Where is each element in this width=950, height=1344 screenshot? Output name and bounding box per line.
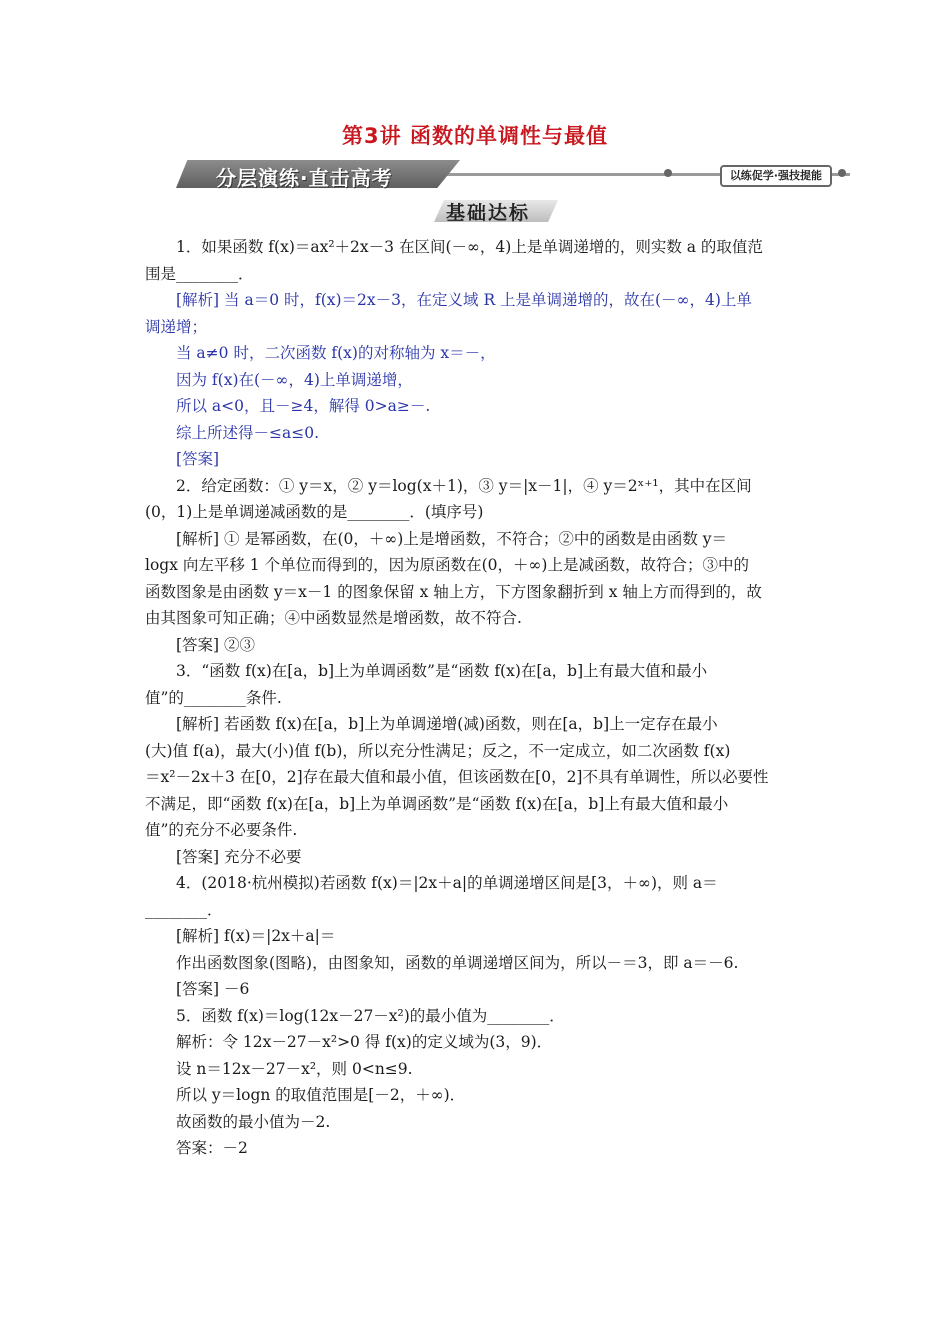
text-line: 综上所述得－≤a≤0. xyxy=(176,423,320,442)
text-line: 函数图象是由函数 y＝x－1 的图象保留 x 轴上方，下方图象翻折到 x 轴上方而得到的，故 xyxy=(145,582,762,601)
text-line: 所以 y＝logn 的取值范围是[－2，＋∞)． xyxy=(176,1086,466,1104)
text-line: [解析] f(x)＝|2x＋a|＝ xyxy=(176,927,336,945)
text-line: 作出函数图象(图略)，由图象知，函数的单调递增区间为，所以－＝3，即 a＝－6. xyxy=(176,953,739,972)
text-line: [解析] ① 是幂函数，在(0，＋∞)上是增函数，不符合；②中的函数是由函数 y＝ xyxy=(176,529,728,548)
text-line: (0，1)上是单调递减函数的是________．(填序号) xyxy=(145,503,484,521)
section-badge xyxy=(426,196,560,226)
banner-title: 分层演练·直击高考 xyxy=(216,166,393,190)
text-line: ＝x²－2x＋3 在[0，2]存在最大值和最小值，但该函数在[0，2]不具有单调性，所以必要性 xyxy=(145,768,769,786)
text-line: 由其图象可知正确；④中函数显然是增函数，故不符合. xyxy=(145,609,522,627)
text-line: (大)值 f(a)，最大(小)值 f(b)，所以充分性满足；反之，不一定成立，如二次函数 f(x) xyxy=(145,741,731,760)
text-line: 因为 f(x)在(－∞，4)上单调递增， xyxy=(176,370,413,389)
text-line: [答案] ②③ xyxy=(176,635,256,654)
text-line: 不满足，即“函数 f(x)在[a，b]上为单调函数”是“函数 f(x)在[a，b]上有最大值和最小 xyxy=(145,794,729,813)
text-line: logx 向左平移 1 个单位而得到的，因为原函数在(0，＋∞)上是减函数，故符合；③中的 xyxy=(145,556,749,574)
text-line: 设 n＝12x－27－x²，则 0<n≤9. xyxy=(176,1059,413,1078)
text-line: 故函数的最小值为－2. xyxy=(176,1112,331,1131)
text-line: 当 a≠0 时，二次函数 f(x)的对称轴为 x＝－， xyxy=(176,344,496,362)
section-banner xyxy=(176,160,850,190)
text-line: [答案] xyxy=(176,450,220,468)
text-line: 答案：－2 xyxy=(176,1139,248,1157)
text-line: 调递增； xyxy=(145,317,208,336)
banner-slogan: 以练促学·强技提能 xyxy=(720,165,832,187)
text-line: [解析] 若函数 f(x)在[a，b]上为单调递增(减)函数，则在[a，b]上一定存在最小 xyxy=(176,715,718,733)
text-line: 4．(2018·杭州模拟)若函数 f(x)＝|2x＋a|的单调递增区间是[3，＋∞)，则 a＝ xyxy=(176,874,718,892)
text-line: [答案] －6 xyxy=(176,980,250,998)
text-line: [答案] 充分不必要 xyxy=(176,847,302,866)
document-body xyxy=(145,234,807,1162)
text-line: 值”的________条件. xyxy=(145,688,282,707)
text-line: 解析：令 12x－27－x²>0 得 f(x)的定义域为(3，9)． xyxy=(176,1033,553,1051)
text-line: ________． xyxy=(145,900,223,919)
text-line: [解析] 当 a＝0 时，f(x)＝2x－3，在定义域 R 上是单调递增的，故在(－∞，4)上单 xyxy=(176,291,752,309)
text-line: 5．函数 f(x)＝log(12x－27－x²)的最小值为________． xyxy=(176,1006,565,1025)
page-title: 第3讲 函数的单调性与最值 xyxy=(342,124,608,148)
text-line: 2．给定函数：① y＝x，② y＝log(x＋1)，③ y＝|x－1|，④ y＝2ˣ⁺¹，其中在区间 xyxy=(176,476,752,495)
text-line: 围是________． xyxy=(145,264,254,283)
text-line: 1．如果函数 f(x)＝ax²＋2x－3 在区间(－∞，4)上是单调递增的，则实数 a 的取值范 xyxy=(176,238,763,256)
banner-dot-right xyxy=(838,169,846,177)
text-line: 3．“函数 f(x)在[a，b]上为单调函数”是“函数 f(x)在[a，b]上有最大值和最小 xyxy=(176,662,708,680)
text-line: 值”的充分不必要条件. xyxy=(145,821,298,839)
banner-dot-left xyxy=(664,169,672,177)
text-line: 所以 a<0，且－≥4，解得 0>a≥－. xyxy=(176,397,431,415)
section-heading: 基础达标 xyxy=(446,202,531,224)
